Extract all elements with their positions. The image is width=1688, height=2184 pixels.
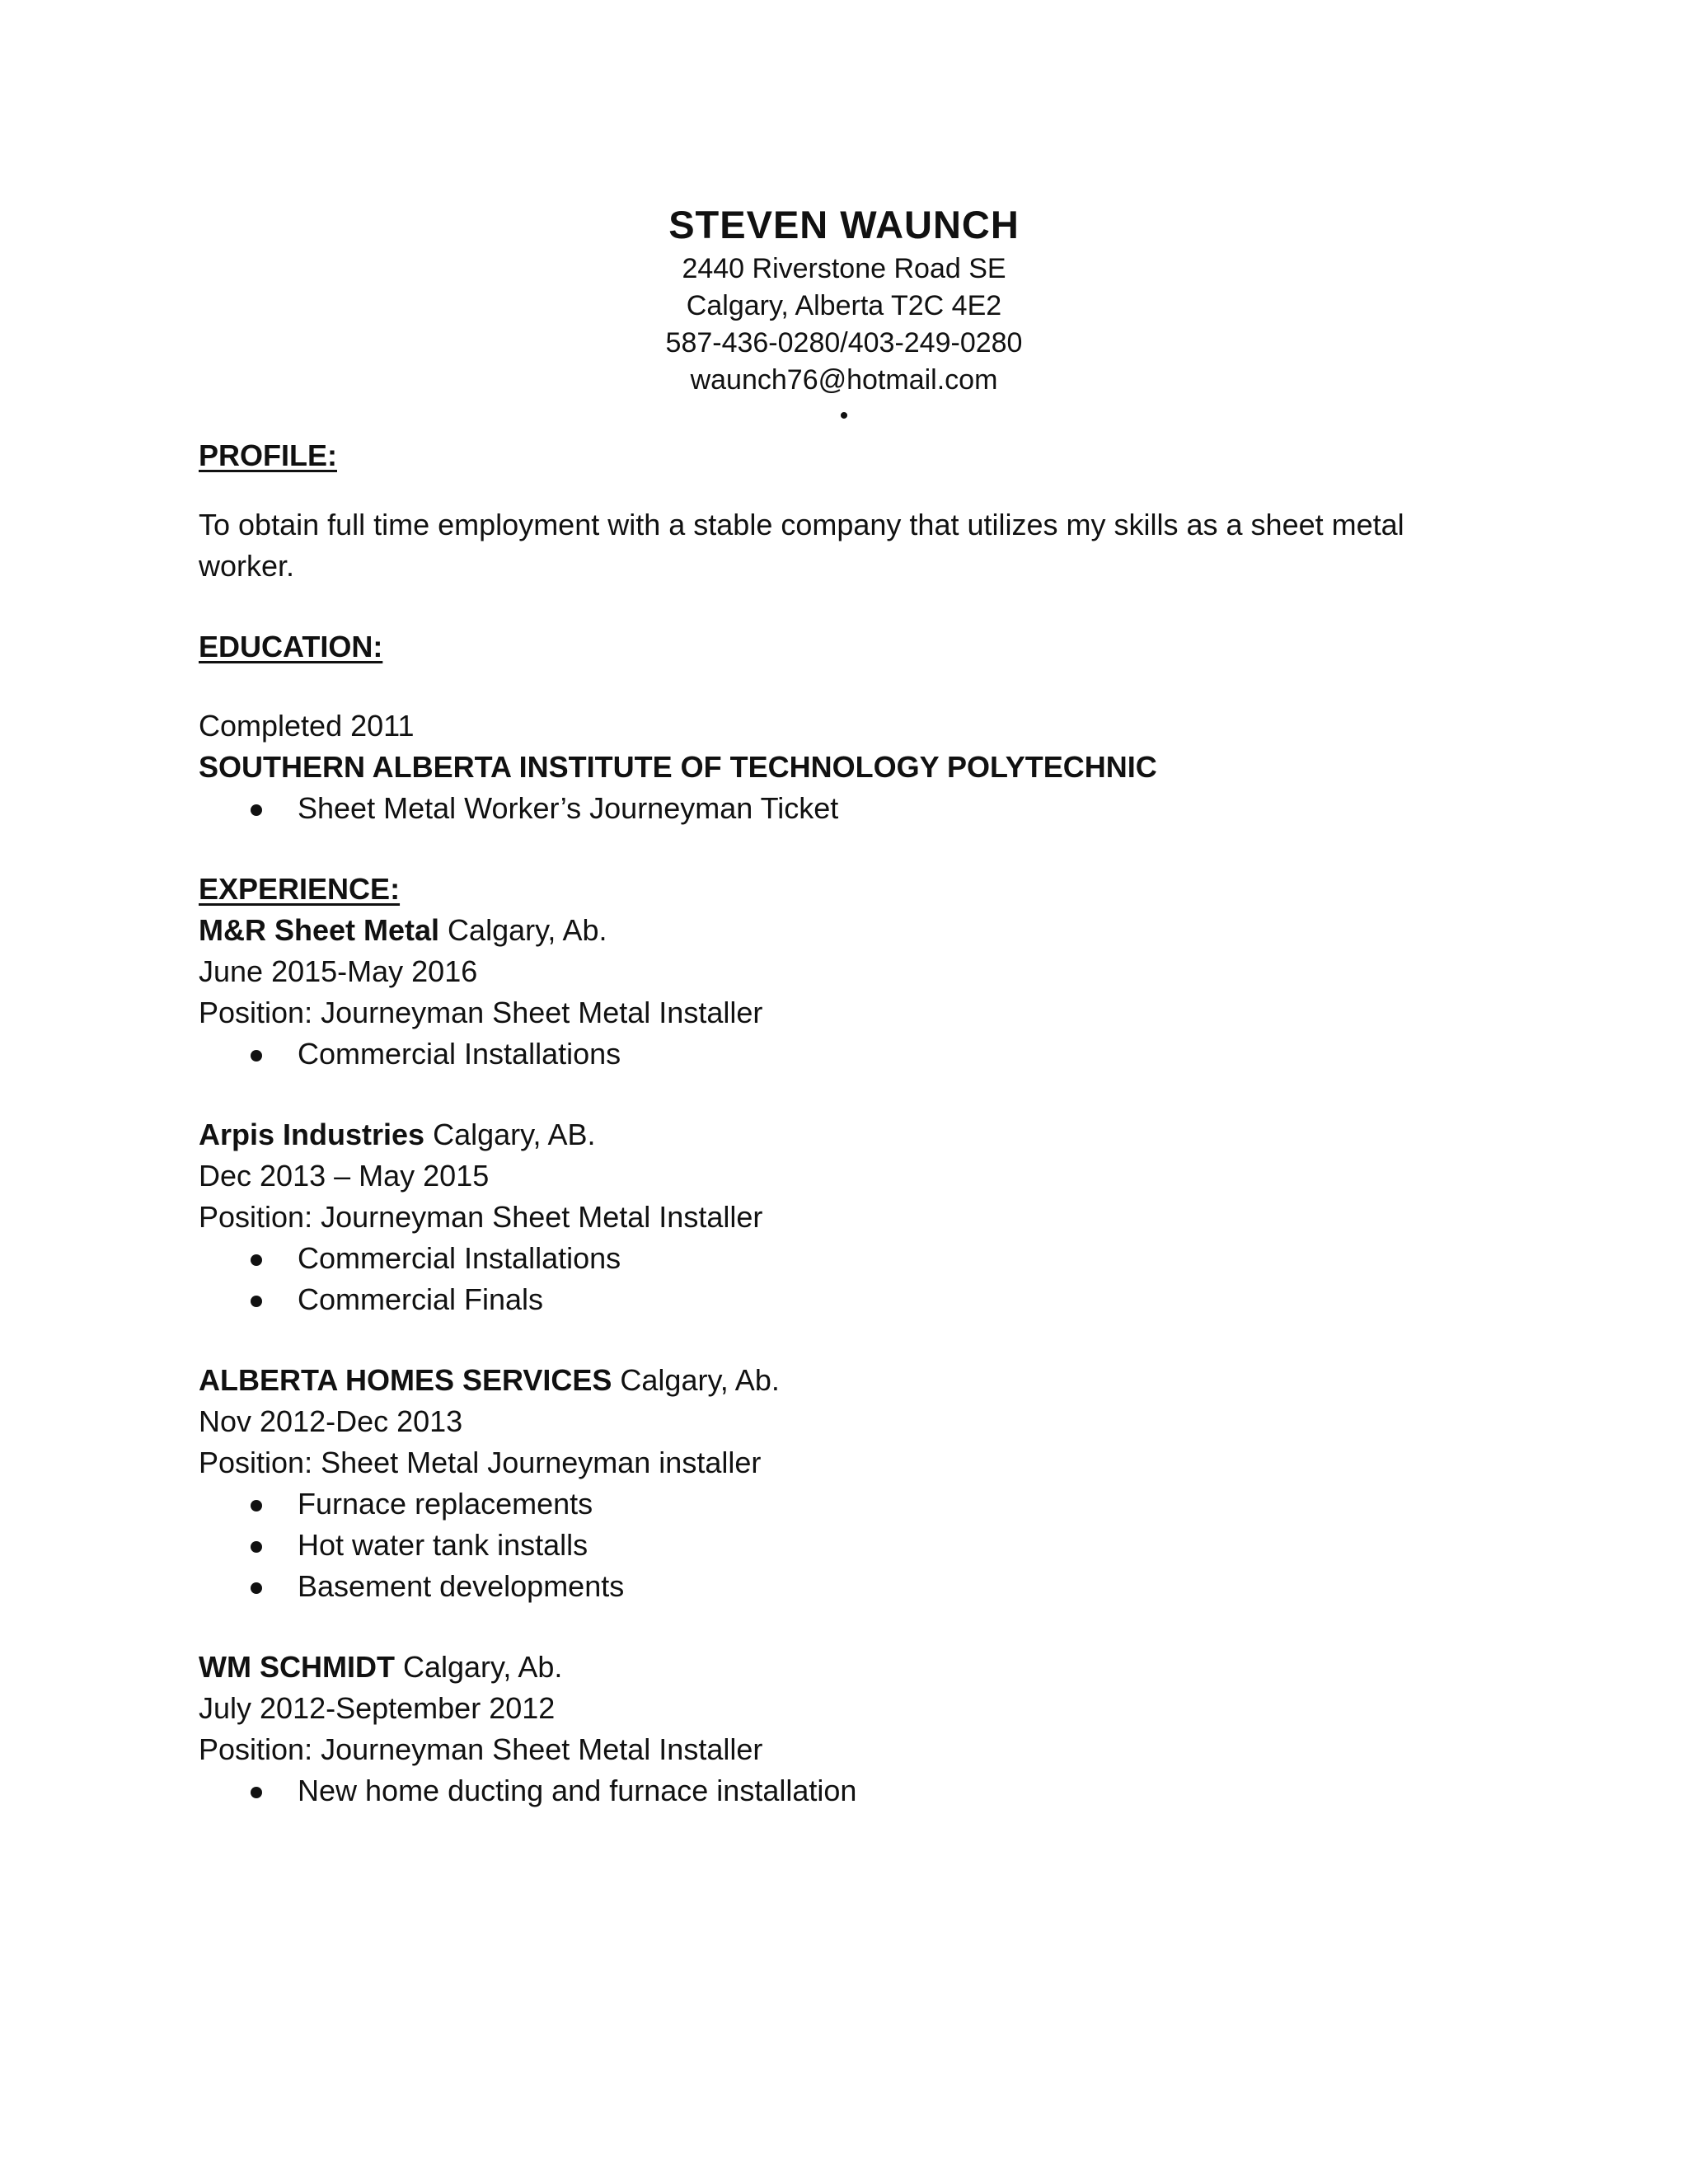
education-entry: [199, 705, 1501, 829]
job-company: WM SCHMIDT: [199, 1650, 395, 1684]
job-duties: [199, 1033, 1501, 1075]
address-line-2: Calgary, Alberta T2C 4E2: [686, 290, 1002, 321]
job-location: Calgary, AB.: [424, 1118, 596, 1151]
job-heading: [199, 1360, 1501, 1401]
job-position: Position: Journeyman Sheet Metal Installer: [199, 996, 763, 1029]
list-item: Furnace replacements: [199, 1483, 1501, 1525]
list-item: Commercial Finals: [199, 1279, 1501, 1320]
experience-heading: EXPERIENCE:: [199, 872, 401, 906]
job-duties: [199, 1483, 1501, 1607]
resume-header: [0, 199, 1688, 432]
list-item: Basement developments: [199, 1566, 1501, 1607]
job-duties: [199, 1770, 1501, 1811]
job-heading: [199, 910, 1501, 951]
job-company: M&R Sheet Metal: [199, 913, 440, 947]
job-entry: [199, 1360, 1501, 1607]
job-dates: Dec 2013 – May 2015: [199, 1159, 490, 1193]
job-position: Position: Journeyman Sheet Metal Installer: [199, 1732, 763, 1766]
education-school: SOUTHERN ALBERTA INSTITUTE OF TECHNOLOGY POLYTECHNIC: [199, 750, 1157, 784]
job-position: Position: Sheet Metal Journeyman installer: [199, 1446, 762, 1479]
job-company: ALBERTA HOMES SERVICES: [199, 1363, 612, 1397]
list-item: Sheet Metal Worker’s Journeyman Ticket: [199, 788, 1501, 829]
job-location: Calgary, Ab.: [439, 913, 607, 947]
header-bullet: •: [839, 402, 849, 429]
job-dates: Nov 2012-Dec 2013: [199, 1404, 463, 1438]
education-completed: Completed 2011: [199, 709, 415, 743]
applicant-name: STEVEN WAUNCH: [668, 203, 1020, 246]
list-item: New home ducting and furnace installation: [199, 1770, 1501, 1811]
job-entry: [199, 1114, 1501, 1320]
list-item: Hot water tank installs: [199, 1525, 1501, 1566]
job-location: Calgary, Ab.: [394, 1650, 563, 1684]
email-address: waunch76@hotmail.com: [690, 364, 998, 396]
job-location: Calgary, Ab.: [612, 1363, 780, 1397]
job-entry: [199, 1647, 1501, 1811]
job-heading: [199, 1114, 1501, 1155]
job-dates: June 2015-May 2016: [199, 954, 478, 988]
job-position: Position: Journeyman Sheet Metal Installer: [199, 1200, 763, 1234]
education-heading: EDUCATION:: [199, 630, 383, 663]
list-item: Commercial Installations: [199, 1238, 1501, 1279]
profile-heading: PROFILE:: [199, 438, 337, 472]
job-duties: [199, 1238, 1501, 1320]
job-heading: [199, 1647, 1501, 1688]
list-item: Commercial Installations: [199, 1033, 1501, 1075]
education-list: [199, 788, 1501, 829]
job-company: Arpis Industries: [199, 1118, 425, 1151]
job-entry: [199, 910, 1501, 1075]
phone-numbers: 587-436-0280/403-249-0280: [665, 327, 1023, 359]
job-dates: July 2012-September 2012: [199, 1691, 556, 1725]
address-line-1: 2440 Riverstone Road SE: [682, 253, 1006, 284]
profile-text: To obtain full time employment with a stable company that utilizes my skills as a sheet metal worker.: [199, 508, 1404, 583]
resume-body: [199, 435, 1501, 1851]
